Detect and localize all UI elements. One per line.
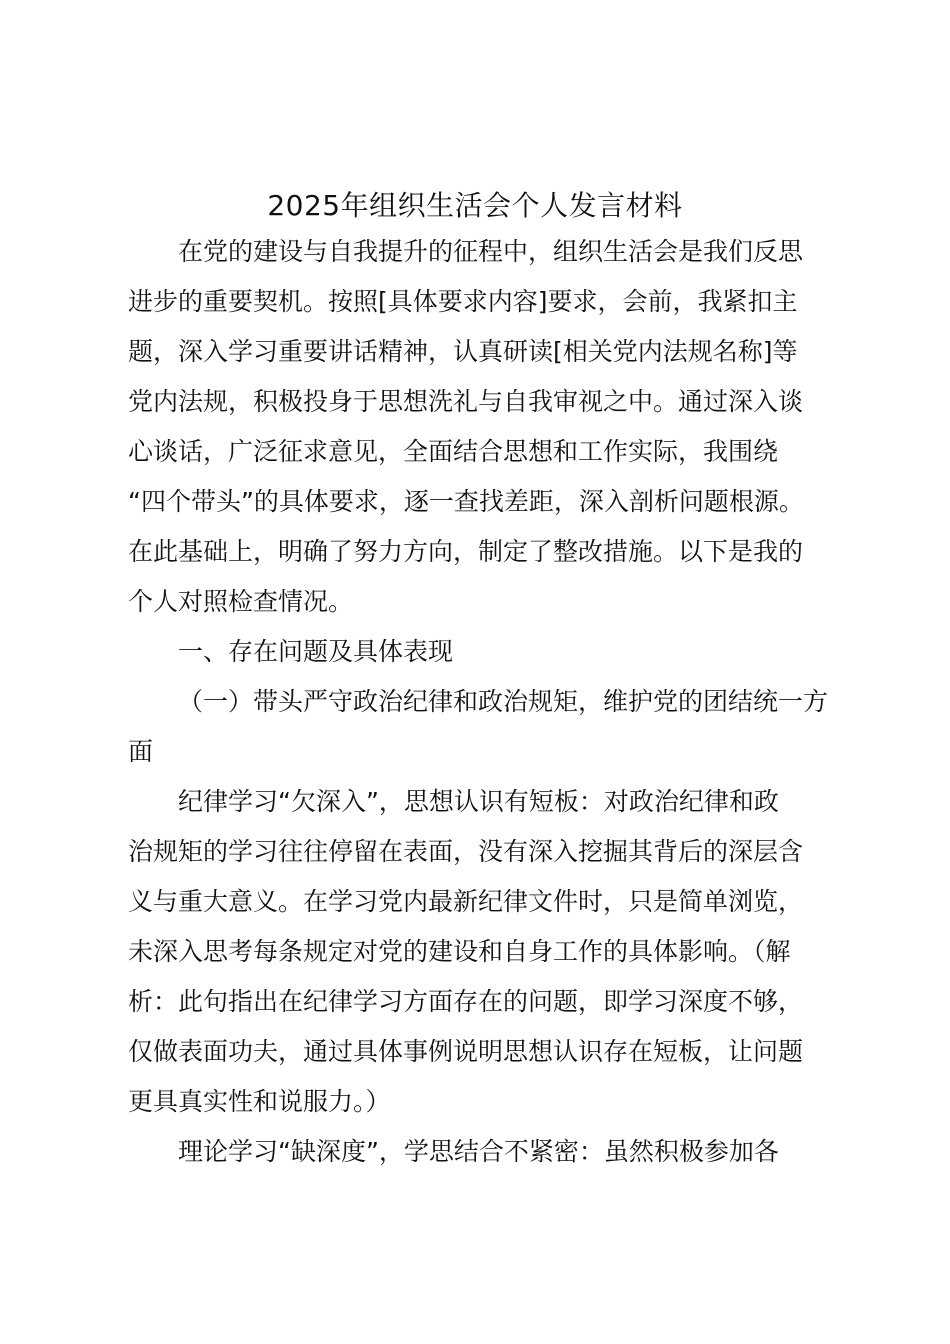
body-line: “四个带头”的具体要求，逐一查找差距，深入剖析问题根源。 — [128, 487, 804, 516]
body-line: 仅做表面功夫，通过具体事例说明思想认识存在短板，让问题 — [128, 1037, 804, 1066]
document-title: 2025年组织生活会个人发言材料 — [267, 189, 683, 222]
body-line: 更具真实性和说服力。） — [128, 1087, 391, 1116]
body-line: 理论学习“缺深度”，学思结合不紧密：虽然积极参加各 — [178, 1137, 779, 1166]
body-line: 个人对照检查情况。 — [128, 587, 354, 616]
body-line: 析：此句指出在纪律学习方面存在的问题，即学习深度不够， — [128, 987, 804, 1016]
body-line: 义与重大意义。在学习党内最新纪律文件时，只是简单浏览， — [128, 887, 804, 916]
section-heading: 一、存在问题及具体表现 — [178, 637, 454, 666]
body-line: 在此基础上，明确了努力方向，制定了整改措施。以下是我的 — [128, 537, 804, 566]
body-line: 在党的建设与自我提升的征程中，组织生活会是我们反思 — [178, 237, 804, 266]
subsection-heading-continued: 面 — [128, 737, 154, 766]
body-line: 党内法规，积极投身于思想洗礼与自我审视之中。通过深入谈 — [128, 387, 804, 416]
body-line: 未深入思考每条规定对党的建设和自身工作的具体影响。（解 — [128, 937, 791, 966]
body-line: 心谈话，广泛征求意见，全面结合思想和工作实际，我围绕 — [128, 437, 779, 466]
body-line: 进步的重要契机。按照[具体要求内容]要求，会前，我紧扣主 — [128, 287, 798, 316]
body-line: 题，深入学习重要讲话精神，认真研读[相关党内法规名称]等 — [128, 337, 798, 366]
body-line: 治规矩的学习往往停留在表面，没有深入挖掘其背后的深层含 — [128, 837, 804, 866]
subsection-heading: （一）带头严守政治纪律和政治规矩，维护党的团结统一方 — [178, 687, 829, 716]
body-line: 纪律学习“欠深入”，思想认识有短板：对政治纪律和政 — [178, 787, 779, 816]
